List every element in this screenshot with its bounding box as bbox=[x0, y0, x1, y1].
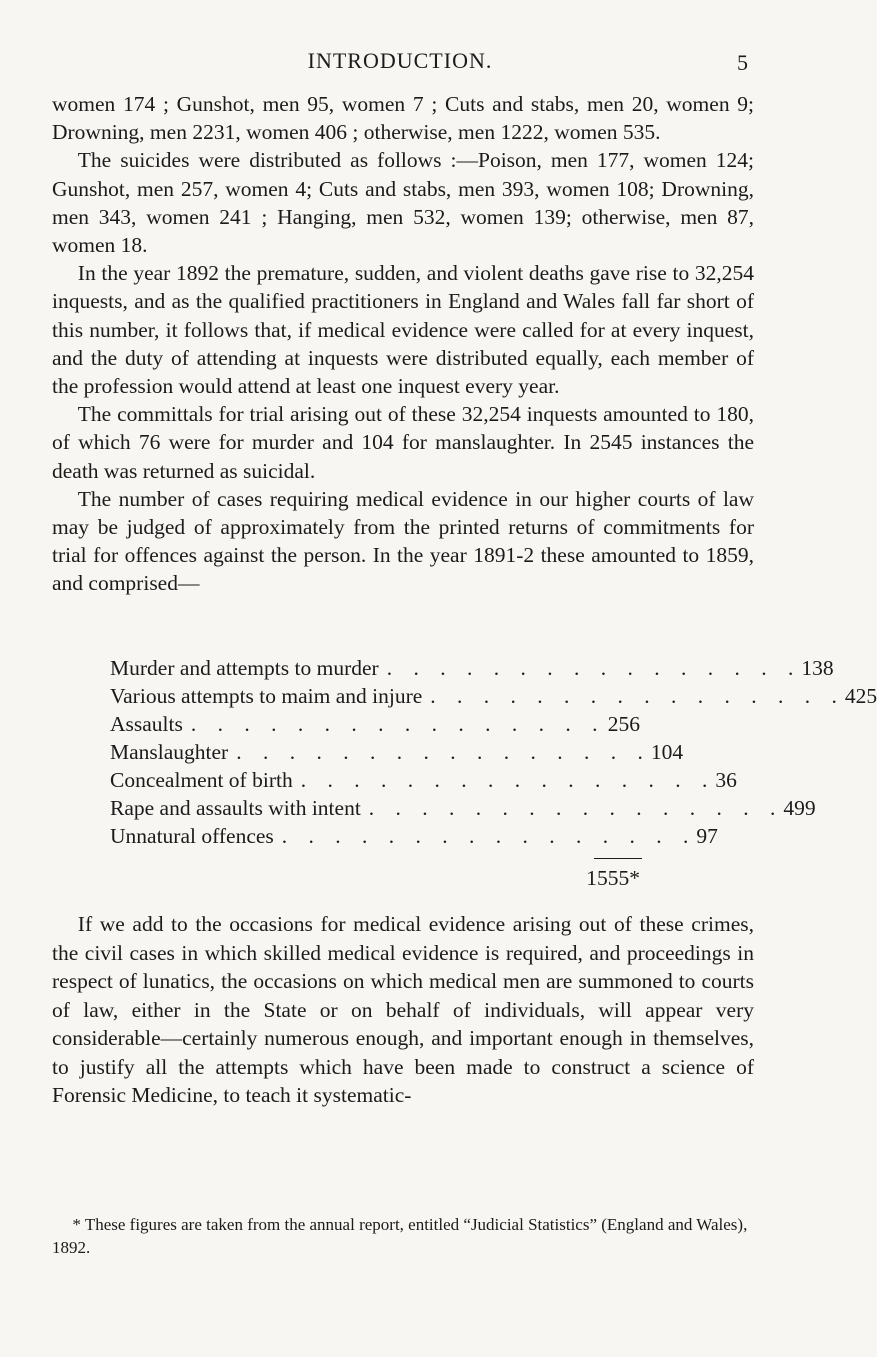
page-number: 5 bbox=[737, 50, 748, 75]
paragraph: The number of cases requiring medical evidence in our higher courts of law may be judged of approximately from the printed returns of commitments for trial for offences against the person. In the year 1891-2 these amounted to 1859, and comprised— bbox=[52, 486, 754, 596]
paragraph: The committals for trial arising out of these 32,254 inquests amounted to 180, of which 76 were for murder and 104 for manslaughter. In 2545 instances the death was returned as suicidal. bbox=[52, 402, 754, 483]
stat-value: 97 bbox=[696, 824, 718, 848]
leader-dots: . . . . . . . . . . . . . . . . bbox=[386, 656, 802, 680]
stat-label: Concealment of birth bbox=[110, 768, 293, 792]
table-row bbox=[110, 710, 640, 738]
stat-label: Manslaughter bbox=[110, 740, 229, 764]
leader-dots: . . . . . . . . . . . . . . . . bbox=[281, 824, 697, 848]
table-row bbox=[110, 654, 834, 682]
table-row bbox=[110, 682, 877, 710]
stat-value: 256 bbox=[607, 712, 640, 736]
stat-value: 138 bbox=[801, 656, 834, 680]
paragraph: The suicides were distributed as follows :—Poison, men 177, women 124; Gunshot, men 257, women 4; Cuts and stabs, men 393, women 108; Drowning, men 343, women 241 ; Hanging, men 532, women 139; otherwise, men 87, women 18. bbox=[52, 148, 754, 258]
closing-text bbox=[52, 910, 754, 1110]
stat-label: Assaults bbox=[110, 712, 183, 736]
stat-label: Rape and assaults with intent bbox=[110, 796, 361, 820]
paragraph: If we add to the occasions for medical evidence arising out of these crimes, the civil cases in which skilled medical evidence is required, and proceedings in respect of lunatics, the occasions on which medical men are summoned to courts of law, either in the State or on behalf of individuals, will appear very considerable—certainly numerous enough, and important enough in themselves, to justify all the attempts which have been made to construct a science of Forensic Medicine, to teach it systematic- bbox=[52, 912, 754, 1107]
stat-value: 499 bbox=[783, 796, 816, 820]
footnote bbox=[52, 1213, 754, 1259]
stat-value: 104 bbox=[650, 740, 684, 764]
paragraph: In the year 1892 the premature, sudden, and violent deaths gave rise to 32,254 inquests, and as the qualified practitioners in England and Wales fall far short of this number, it follows that, if medical evidence were called for at every inquest, and the duty of attending at inquests were distributed equally, each member of the profession would attend at least one inquest every year. bbox=[52, 261, 754, 399]
table-row bbox=[110, 822, 718, 850]
footnote-text: * These figures are taken from the annual report, entitled “Judicial Statistics” (England and Wales), 1892. bbox=[52, 1215, 748, 1257]
leader-dots: . . . . . . . . . . . . . . . . bbox=[190, 712, 606, 736]
paragraph: women 174 ; Gunshot, men 95, women 7 ; Cuts and stabs, men 20, women 9; Drowning, men 2231, women 406 ; otherwise, men 1222, women 535. bbox=[52, 92, 754, 145]
table-row bbox=[110, 794, 816, 822]
stat-value: 425 bbox=[844, 684, 877, 708]
running-title: INTRODUCTION. bbox=[307, 48, 493, 73]
leader-dots: . . . . . . . . . . . . . . . . bbox=[236, 740, 651, 764]
stat-label: Unnatural offences bbox=[110, 824, 274, 848]
stat-total: 1555* bbox=[586, 866, 640, 890]
table-row bbox=[110, 766, 737, 794]
stat-label: Various attempts to maim and injure bbox=[110, 684, 423, 708]
statistics-table bbox=[110, 654, 877, 850]
table-row bbox=[110, 738, 684, 766]
leader-dots: . . . . . . . . . . . . . . . . bbox=[300, 768, 716, 792]
stat-label: Murder and attempts to murder bbox=[110, 656, 379, 680]
leader-dots: . . . . . . . . . . . . . . . . bbox=[430, 684, 845, 708]
body-text bbox=[52, 90, 754, 598]
leader-dots: . . . . . . . . . . . . . . . . bbox=[368, 796, 784, 820]
stat-value: 36 bbox=[715, 768, 737, 792]
total-rule bbox=[594, 858, 642, 859]
page-header bbox=[0, 46, 800, 78]
